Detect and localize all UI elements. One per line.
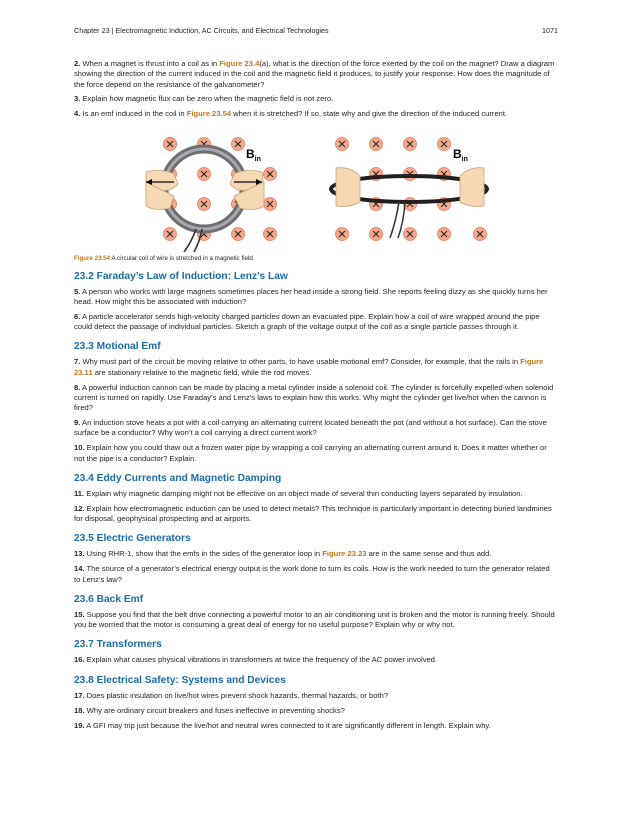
page-number: 1071 bbox=[542, 26, 558, 35]
question-13: 13. Using RHR-1, show that the emfs in the sides of the generator loop in Figure 23.23 are in the same sense and thus add. bbox=[74, 549, 492, 559]
question-6: 6. A particle accelerator sends high-velocity charged particles down an evacuated pipe. Explain how a coil of wire wrapped around the pipe could detect the passage of individual particles. Sketch a graph of the voltage output of the coil as a single particle passes through it. bbox=[74, 311, 540, 332]
section-heading-23-7: 23.7 Transformers bbox=[74, 639, 162, 651]
question-14: 14. The source of a generator’s electrical energy output is the work done to turn its coils. How is the work needed to turn the generator related to Lenz’s law? bbox=[74, 564, 550, 584]
question-10: 10. Explain how you could thaw out a frozen water pipe by wrapping a coil carrying an alternating current around it. Does it matter whether or not the pipe is a conductor? Explain. bbox=[74, 443, 547, 463]
left-hand-icon bbox=[336, 167, 360, 206]
question-3: 3. Explain how magnetic flux can be zero when the magnetic field is not zero. bbox=[74, 94, 334, 104]
section-heading-23-3: 23.3 Motional Emf bbox=[74, 341, 161, 353]
figure-caption: Figure 23.54 A circular coil of wire is stretched in a magnetic field. bbox=[74, 254, 255, 262]
field-into-page-icon bbox=[232, 137, 245, 150]
b-field-label: $B_{in}$ bbox=[453, 146, 468, 163]
field-into-page-icon bbox=[336, 137, 349, 150]
question-9: 9. An induction stove heats a pot with a coil carrying an alternating current located beneath the pot (and without a hot surface). Can the stove surface be a conductor? Why won’t a coil carrying a direct current work? bbox=[74, 418, 547, 438]
page-header bbox=[74, 26, 558, 35]
question-11: 11. Explain why magnetic damping might not be effective on an object made of several thin conducting layers separated by insulation. bbox=[74, 488, 523, 498]
field-into-page-icon bbox=[198, 167, 211, 180]
question-18: 18. Why are ordinary circuit breakers and fuses ineffective in preventing shocks? bbox=[74, 705, 345, 715]
field-into-page-icon bbox=[164, 137, 177, 150]
field-into-page-icon bbox=[264, 167, 277, 180]
page-content bbox=[74, 59, 558, 735]
field-into-page-icon bbox=[404, 137, 417, 150]
section-heading-23-5: 23.5 Electric Generators bbox=[74, 533, 191, 545]
field-into-page-icon bbox=[404, 167, 417, 180]
question-2: 2. When a magnet is thrust into a coil as in Figure 23.4(a), what is the direction of the force exerted by the coil on the magnet? Draw a diagram showing the direction of the current induced in the coil and the magnetic field it produces, to justify your response. How does the magnitude of the force depend on the resistance of the galvanometer? bbox=[74, 59, 555, 89]
section-heading-23-2: 23.2 Faraday’s Law of Induction: Lenz’s Law bbox=[74, 270, 288, 282]
field-into-page-icon bbox=[164, 227, 177, 240]
chapter-title: Chapter 23 | Electromagnetic Induction, AC Circuits, and Electrical Technologies bbox=[74, 26, 329, 35]
field-into-page-icon bbox=[264, 197, 277, 210]
figure-link[interactable]: Figure 23.23 bbox=[322, 549, 367, 559]
question-16: 16. Explain what causes physical vibrations in transformers at twice the frequency of the AC power involved. bbox=[74, 655, 438, 665]
field-into-page-icon bbox=[438, 137, 451, 150]
question-4: 4. Is an emf induced in the coil in Figure 23.54 when it is stretched? If so, state why and give the direction of the induced current. bbox=[74, 109, 508, 119]
field-into-page-icon bbox=[438, 227, 451, 240]
figure-link[interactable]: Figure 23.11 bbox=[74, 357, 544, 377]
section-heading-23-4: 23.4 Eddy Currents and Magnetic Damping bbox=[74, 472, 282, 484]
right-hand-icon bbox=[460, 167, 484, 206]
field-into-page-icon bbox=[474, 227, 487, 240]
question-17: 17. Does plastic insulation on live/hot wires prevent shock hazards, thermal hazards, or both? bbox=[74, 690, 389, 700]
question-15: 15. Suppose you find that the belt drive connecting a powerful motor to an air conditioning unit is broken and the motor is running freely. Should you be worried that the motor is consuming a great deal of energy for no useful purpose? Explain why or why not. bbox=[74, 609, 555, 630]
figure-coil-stretched bbox=[74, 126, 558, 252]
field-into-page-icon bbox=[336, 227, 349, 240]
section-heading-23-6: 23.6 Back Emf bbox=[74, 593, 144, 605]
figure-link[interactable]: Figure 23.54 bbox=[186, 109, 232, 119]
field-into-page-icon bbox=[370, 227, 383, 240]
field-into-page-icon bbox=[404, 227, 417, 240]
question-8: 8. A powerful induction cannon can be made by placing a metal cylinder inside a solenoid coil. The cylinder is forcefully expelled when solenoid current is turned on rapidly. Use Faraday’s and Lenz’s laws to explain how this works. Why might the cylinder get live/hot when the cannon is fired? bbox=[74, 382, 554, 413]
field-into-page-icon bbox=[370, 137, 383, 150]
section-heading-23-8: 23.8 Electrical Safety: Systems and Devices bbox=[74, 674, 286, 686]
field-into-page-icon bbox=[232, 227, 245, 240]
question-5: 5. A person who works with large magnets sometimes places her head inside a strong field. She reports feeling dizzy as she quickly turns her head. How might this be associated with induction? bbox=[74, 286, 548, 306]
question-7: 7. Why must part of the circuit be moving relative to other parts, to have usable motional emf? Consider, for example, that the rails in Figure 23.11 are stationary relative to the magnetic field, while the rod moves. bbox=[74, 357, 544, 377]
coil-diagram bbox=[74, 126, 558, 252]
field-into-page-icon bbox=[198, 197, 211, 210]
question-19: 19. A GFI may trip just because the live/hot and neutral wires connected to it are significantly different in length. Explain why. bbox=[74, 720, 491, 730]
b-field-label: $B_{in}$ bbox=[246, 146, 261, 163]
question-12: 12. Explain how electromagnetic induction can be used to detect metals? This technique is particularly important in detecting buried landmines for disposal, geophysical prospecting and at airports. bbox=[74, 503, 552, 524]
figure-link[interactable]: Figure 23.4 bbox=[219, 59, 260, 68]
field-into-page-icon bbox=[264, 227, 277, 240]
